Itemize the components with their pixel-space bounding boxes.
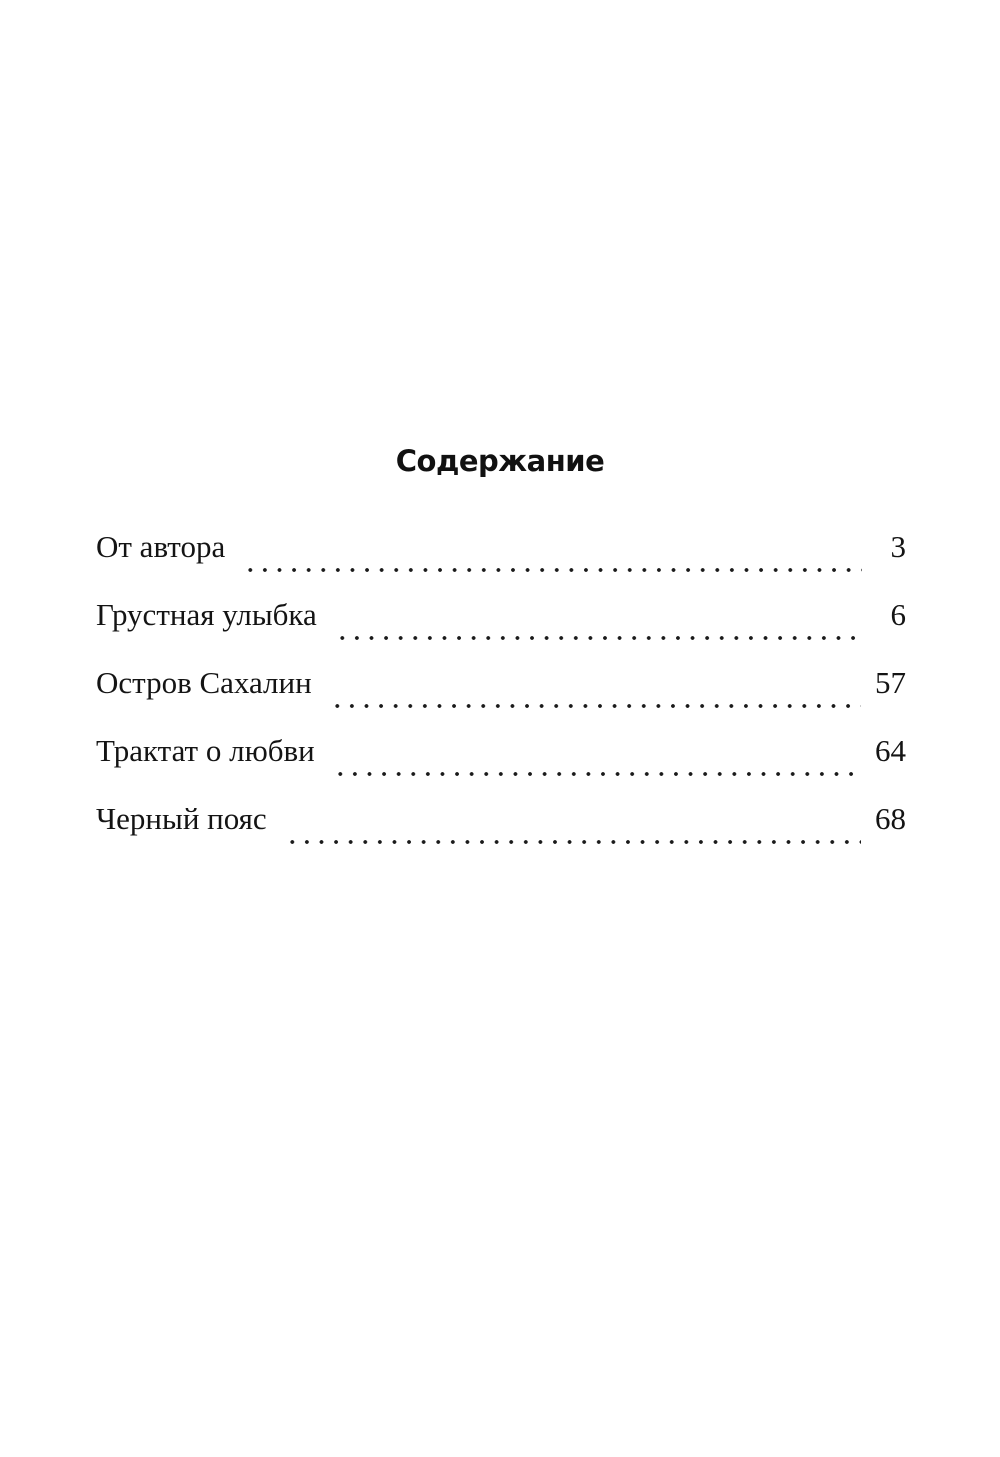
- toc-entry-page-number: 64: [875, 733, 906, 768]
- dot-leader: [243, 568, 862, 572]
- toc-entry-title: От автора: [96, 529, 226, 564]
- toc-entry: [96, 525, 906, 593]
- toc-entry-title: Черный пояс: [96, 801, 267, 836]
- toc-entry-title: Трактат о любви: [96, 733, 315, 768]
- dot-leader: [330, 704, 861, 708]
- toc-entry-page-number: 57: [875, 665, 906, 700]
- toc-entry-page-number: 3: [890, 529, 906, 564]
- table-of-contents: [96, 525, 906, 865]
- dot-leader: [335, 636, 862, 640]
- toc-entry-title: Грустная улыбка: [96, 597, 317, 632]
- toc-entry: [96, 661, 906, 729]
- toc-entry-page-number: 68: [875, 801, 906, 836]
- toc-entry: [96, 797, 906, 865]
- toc-entry-title: Остров Сахалин: [96, 665, 312, 700]
- dot-leader: [333, 772, 861, 776]
- dot-leader: [285, 840, 861, 844]
- page-title: Содержание: [395, 444, 605, 478]
- toc-entry: [96, 593, 906, 661]
- toc-entry-page-number: 6: [890, 597, 906, 632]
- toc-entry: [96, 729, 906, 797]
